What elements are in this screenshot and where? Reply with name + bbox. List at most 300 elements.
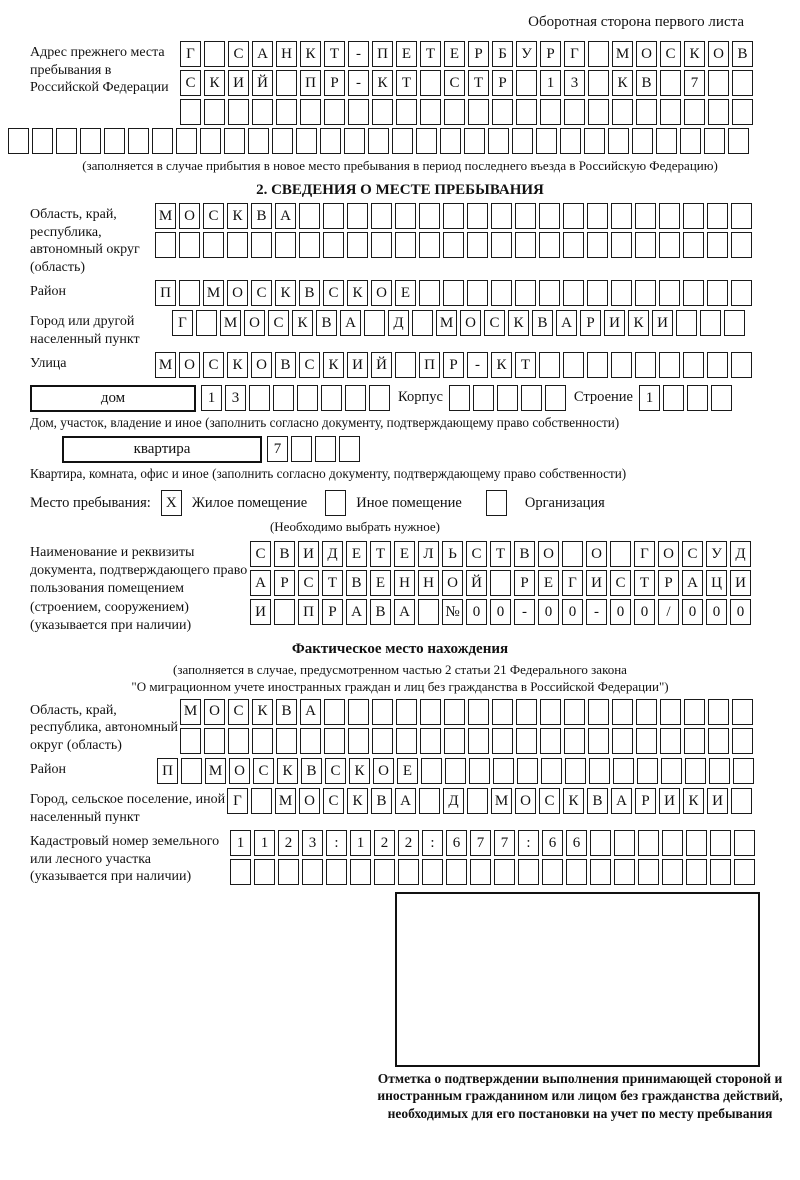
page-header-note: Оборотная сторона первого листа — [528, 14, 744, 30]
char-cell — [490, 570, 511, 596]
char-cell: С — [323, 788, 344, 814]
char-cell: Т — [420, 41, 441, 67]
char-cell: 2 — [278, 830, 299, 856]
prev-address-row-2 — [180, 70, 753, 96]
district-section — [30, 280, 800, 306]
char-cell — [467, 232, 488, 258]
char-cell: Н — [394, 570, 415, 596]
char-cell — [728, 128, 749, 154]
char-cell: У — [706, 541, 727, 567]
char-cell: / — [658, 599, 679, 625]
char-cell: Й — [466, 570, 487, 596]
char-cell — [419, 788, 440, 814]
char-cell — [731, 232, 752, 258]
char-cell — [323, 203, 344, 229]
char-cell — [204, 728, 225, 754]
char-cell — [539, 280, 560, 306]
char-cell — [204, 41, 225, 67]
char-cell: Й — [252, 70, 273, 96]
char-cell — [302, 859, 323, 885]
char-cell: М — [155, 352, 176, 378]
char-cell — [364, 310, 385, 336]
char-cell — [176, 128, 197, 154]
char-cell: Д — [322, 541, 343, 567]
char-cell — [420, 99, 441, 125]
char-cell: В — [299, 280, 320, 306]
char-cell — [684, 699, 705, 725]
region-row-2 — [155, 232, 752, 258]
char-cell: Г — [172, 310, 193, 336]
char-cell: 3 — [225, 385, 246, 411]
char-cell — [707, 352, 728, 378]
char-cell: - — [514, 599, 535, 625]
char-cell: И — [586, 570, 607, 596]
char-cell: М — [491, 788, 512, 814]
char-cell: О — [442, 570, 463, 596]
char-cell: П — [155, 280, 176, 306]
char-cell: 1 — [540, 70, 561, 96]
document-row-1 — [250, 541, 751, 567]
char-cell — [492, 699, 513, 725]
char-cell — [339, 436, 360, 462]
region-section — [30, 203, 800, 276]
region-label: Область, край, республика, автономный округ (область) — [30, 207, 140, 275]
char-cell: К — [628, 310, 649, 336]
char-cell — [419, 232, 440, 258]
char-cell — [684, 728, 705, 754]
char-cell — [515, 232, 536, 258]
char-cell: С — [610, 570, 631, 596]
apartment-line — [30, 436, 800, 463]
char-cell: К — [563, 788, 584, 814]
char-cell — [104, 128, 125, 154]
korpus-row — [449, 385, 566, 411]
char-cell — [321, 385, 342, 411]
char-cell: 0 — [682, 599, 703, 625]
char-cell — [708, 99, 729, 125]
char-cell — [8, 128, 29, 154]
char-cell — [276, 70, 297, 96]
char-cell — [686, 859, 707, 885]
prev-address-label: Адрес прежнего места пребывания в Российской Федерации — [30, 45, 169, 95]
char-cell: Ь — [442, 541, 463, 567]
char-cell — [590, 859, 611, 885]
char-cell — [324, 699, 345, 725]
prev-address-row-4 — [8, 128, 800, 154]
char-cell — [181, 758, 202, 784]
char-cell: 1 — [230, 830, 251, 856]
char-cell — [588, 70, 609, 96]
char-cell — [684, 99, 705, 125]
char-cell — [732, 699, 753, 725]
char-cell — [420, 728, 441, 754]
char-cell — [588, 99, 609, 125]
char-cell — [372, 99, 393, 125]
char-cell — [686, 830, 707, 856]
char-cell: Г — [180, 41, 201, 67]
char-cell — [395, 203, 416, 229]
char-cell: П — [157, 758, 178, 784]
char-cell — [635, 352, 656, 378]
char-cell — [687, 385, 708, 411]
char-cell — [676, 310, 697, 336]
char-cell — [700, 310, 721, 336]
cadastral-row-2 — [230, 859, 755, 885]
prev-address-rows — [180, 41, 753, 125]
char-cell — [707, 232, 728, 258]
actual-region-rows — [180, 699, 753, 754]
house-line — [30, 385, 800, 412]
char-cell — [421, 758, 442, 784]
char-cell — [659, 280, 680, 306]
char-cell — [443, 232, 464, 258]
char-cell: К — [683, 788, 704, 814]
char-cell: А — [340, 310, 361, 336]
char-cell — [734, 859, 755, 885]
char-cell — [224, 128, 245, 154]
char-cell: Г — [227, 788, 248, 814]
char-cell: К — [252, 699, 273, 725]
char-cell — [446, 859, 467, 885]
char-cell: В — [371, 788, 392, 814]
char-cell — [276, 728, 297, 754]
char-cell — [291, 436, 312, 462]
char-cell: С — [323, 280, 344, 306]
option-residential-label: Жилое помещение — [191, 494, 308, 511]
char-cell: О — [299, 788, 320, 814]
char-cell — [275, 232, 296, 258]
char-cell — [252, 99, 273, 125]
city-label: Город или другой населенный пункт — [30, 314, 140, 347]
char-cell — [179, 280, 200, 306]
char-cell — [320, 128, 341, 154]
char-cell: А — [611, 788, 632, 814]
char-cell: С — [298, 570, 319, 596]
char-cell: М — [180, 699, 201, 725]
char-cell: В — [370, 599, 391, 625]
char-cell: Т — [468, 70, 489, 96]
region-row-1 — [155, 203, 752, 229]
char-cell — [635, 280, 656, 306]
section2-title: 2. СВЕДЕНИЯ О МЕСТЕ ПРЕБЫВАНИЯ — [256, 182, 544, 198]
char-cell: К — [684, 41, 705, 67]
char-cell: Е — [396, 41, 417, 67]
char-cell — [492, 728, 513, 754]
char-cell: С — [228, 699, 249, 725]
prev-address-row-3 — [180, 99, 753, 125]
char-cell: О — [251, 352, 272, 378]
char-cell: С — [250, 541, 271, 567]
char-cell — [545, 385, 566, 411]
actual-location-title: Фактическое место нахождения — [291, 640, 509, 657]
char-cell: С — [203, 352, 224, 378]
char-cell — [80, 128, 101, 154]
char-cell — [589, 758, 610, 784]
char-cell — [398, 859, 419, 885]
char-cell — [565, 758, 586, 784]
char-cell: 0 — [538, 599, 559, 625]
document-section — [30, 541, 800, 635]
char-cell — [587, 203, 608, 229]
char-cell: № — [442, 599, 463, 625]
char-cell — [517, 758, 538, 784]
char-cell: 2 — [374, 830, 395, 856]
char-cell — [542, 859, 563, 885]
char-cell — [276, 99, 297, 125]
char-cell — [685, 758, 706, 784]
char-cell: 7 — [470, 830, 491, 856]
char-cell: В — [275, 352, 296, 378]
char-cell: С — [466, 541, 487, 567]
char-cell: О — [179, 203, 200, 229]
char-cell: Б — [492, 41, 513, 67]
char-cell — [422, 859, 443, 885]
char-cell — [300, 99, 321, 125]
char-cell: С — [251, 280, 272, 306]
char-cell: : — [326, 830, 347, 856]
char-cell: В — [346, 570, 367, 596]
document-rows — [250, 541, 751, 625]
char-cell — [587, 352, 608, 378]
region-rows — [155, 203, 752, 258]
char-cell — [683, 280, 704, 306]
char-cell: К — [227, 203, 248, 229]
char-cell: К — [612, 70, 633, 96]
char-cell — [248, 128, 269, 154]
char-cell: П — [298, 599, 319, 625]
char-cell — [732, 70, 753, 96]
char-cell — [733, 758, 754, 784]
char-cell — [659, 232, 680, 258]
actual-region-row-2 — [180, 728, 753, 754]
char-cell — [152, 128, 173, 154]
char-cell — [300, 728, 321, 754]
char-cell — [374, 859, 395, 885]
char-cell — [468, 728, 489, 754]
char-cell — [536, 128, 557, 154]
cadastral-section — [30, 830, 800, 886]
char-cell — [348, 99, 369, 125]
char-cell: С — [682, 541, 703, 567]
char-cell — [588, 728, 609, 754]
char-cell: - — [467, 352, 488, 378]
option-other-premises-label: Иное помещение — [356, 494, 462, 511]
char-cell: И — [659, 788, 680, 814]
char-cell — [660, 70, 681, 96]
char-cell — [584, 128, 605, 154]
char-cell — [371, 203, 392, 229]
apartment-caption: Квартира, комната, офис и иное (заполнить согласно документу, подтверждающему право собственности) — [30, 466, 627, 481]
char-cell — [492, 99, 513, 125]
char-cell: Т — [515, 352, 536, 378]
char-cell — [683, 352, 704, 378]
char-cell — [491, 280, 512, 306]
char-cell: Г — [634, 541, 655, 567]
char-cell — [539, 232, 560, 258]
char-cell — [711, 385, 732, 411]
char-cell — [638, 859, 659, 885]
char-cell: 1 — [639, 385, 660, 411]
char-cell — [323, 232, 344, 258]
district-label: Район — [30, 284, 66, 299]
char-cell: Т — [396, 70, 417, 96]
char-cell — [372, 699, 393, 725]
char-cell: О — [708, 41, 729, 67]
char-cell — [515, 203, 536, 229]
char-cell — [396, 99, 417, 125]
city-section — [30, 310, 800, 348]
char-cell — [128, 128, 149, 154]
char-cell: К — [323, 352, 344, 378]
char-cell — [564, 728, 585, 754]
char-cell: 3 — [564, 70, 585, 96]
char-cell — [469, 758, 490, 784]
char-cell — [539, 203, 560, 229]
char-cell — [392, 128, 413, 154]
char-cell — [516, 99, 537, 125]
actual-region-section — [30, 699, 800, 755]
char-cell: А — [346, 599, 367, 625]
char-cell — [683, 203, 704, 229]
char-cell — [515, 280, 536, 306]
char-cell — [731, 788, 752, 814]
char-cell — [563, 280, 584, 306]
char-cell — [488, 128, 509, 154]
char-cell — [272, 128, 293, 154]
char-cell — [347, 203, 368, 229]
char-cell: 0 — [562, 599, 583, 625]
char-cell: - — [348, 41, 369, 67]
char-cell: П — [300, 70, 321, 96]
char-cell: К — [204, 70, 225, 96]
char-cell — [614, 830, 635, 856]
char-cell — [636, 99, 657, 125]
char-cell — [420, 699, 441, 725]
char-cell: О — [373, 758, 394, 784]
char-cell: Е — [346, 541, 367, 567]
char-cell: О — [229, 758, 250, 784]
char-cell — [348, 699, 369, 725]
char-cell: М — [205, 758, 226, 784]
char-cell — [440, 128, 461, 154]
char-cell: В — [276, 699, 297, 725]
char-cell: К — [275, 280, 296, 306]
char-cell: Р — [580, 310, 601, 336]
char-cell — [732, 728, 753, 754]
char-cell: 1 — [350, 830, 371, 856]
char-cell — [228, 99, 249, 125]
char-cell — [587, 232, 608, 258]
char-cell — [344, 128, 365, 154]
char-cell — [444, 728, 465, 754]
char-cell — [564, 699, 585, 725]
char-cell — [540, 699, 561, 725]
char-cell — [419, 203, 440, 229]
char-cell: 0 — [466, 599, 487, 625]
char-cell: Е — [397, 758, 418, 784]
char-cell — [297, 385, 318, 411]
char-cell: Р — [635, 788, 656, 814]
char-cell — [708, 70, 729, 96]
char-cell — [473, 385, 494, 411]
stay-type-line — [30, 490, 800, 516]
char-cell — [588, 699, 609, 725]
char-cell — [396, 728, 417, 754]
char-cell: Е — [395, 280, 416, 306]
char-cell: Р — [324, 70, 345, 96]
char-cell — [273, 385, 294, 411]
char-cell — [636, 699, 657, 725]
char-cell — [179, 232, 200, 258]
char-cell: В — [251, 203, 272, 229]
char-cell: 0 — [490, 599, 511, 625]
char-cell: М — [436, 310, 457, 336]
char-cell — [707, 280, 728, 306]
char-cell: В — [532, 310, 553, 336]
char-cell — [249, 385, 270, 411]
street-row — [155, 352, 752, 378]
char-cell: О — [636, 41, 657, 67]
char-cell — [637, 758, 658, 784]
document-row-2 — [250, 570, 751, 596]
char-cell — [512, 128, 533, 154]
char-cell — [611, 352, 632, 378]
char-cell — [155, 232, 176, 258]
char-cell — [632, 128, 653, 154]
char-cell: К — [300, 41, 321, 67]
char-cell: И — [604, 310, 625, 336]
char-cell — [638, 830, 659, 856]
char-cell: К — [292, 310, 313, 336]
char-cell: Р — [322, 599, 343, 625]
char-cell: С — [180, 70, 201, 96]
char-cell: Т — [634, 570, 655, 596]
char-cell — [468, 99, 489, 125]
char-cell: : — [422, 830, 443, 856]
char-cell: О — [658, 541, 679, 567]
char-cell: Т — [324, 41, 345, 67]
char-cell — [470, 859, 491, 885]
char-cell — [541, 758, 562, 784]
char-cell: И — [250, 599, 271, 625]
char-cell — [227, 232, 248, 258]
char-cell: О — [538, 541, 559, 567]
house-type-box: дом — [30, 385, 196, 412]
char-cell: В — [514, 541, 535, 567]
char-cell — [732, 99, 753, 125]
char-cell: А — [275, 203, 296, 229]
char-cell — [734, 830, 755, 856]
char-cell — [612, 99, 633, 125]
char-cell: П — [372, 41, 393, 67]
char-cell — [180, 728, 201, 754]
apartment-number-row — [267, 436, 360, 462]
char-cell — [252, 728, 273, 754]
char-cell — [731, 352, 752, 378]
char-cell: К — [491, 352, 512, 378]
char-cell: А — [300, 699, 321, 725]
char-cell: Г — [564, 41, 585, 67]
char-cell: В — [301, 758, 322, 784]
char-cell: О — [515, 788, 536, 814]
district-row — [155, 280, 752, 306]
char-cell: Н — [276, 41, 297, 67]
char-cell — [467, 788, 488, 814]
char-cell: М — [203, 280, 224, 306]
char-cell — [662, 859, 683, 885]
street-label: Улица — [30, 356, 67, 371]
char-cell: С — [484, 310, 505, 336]
